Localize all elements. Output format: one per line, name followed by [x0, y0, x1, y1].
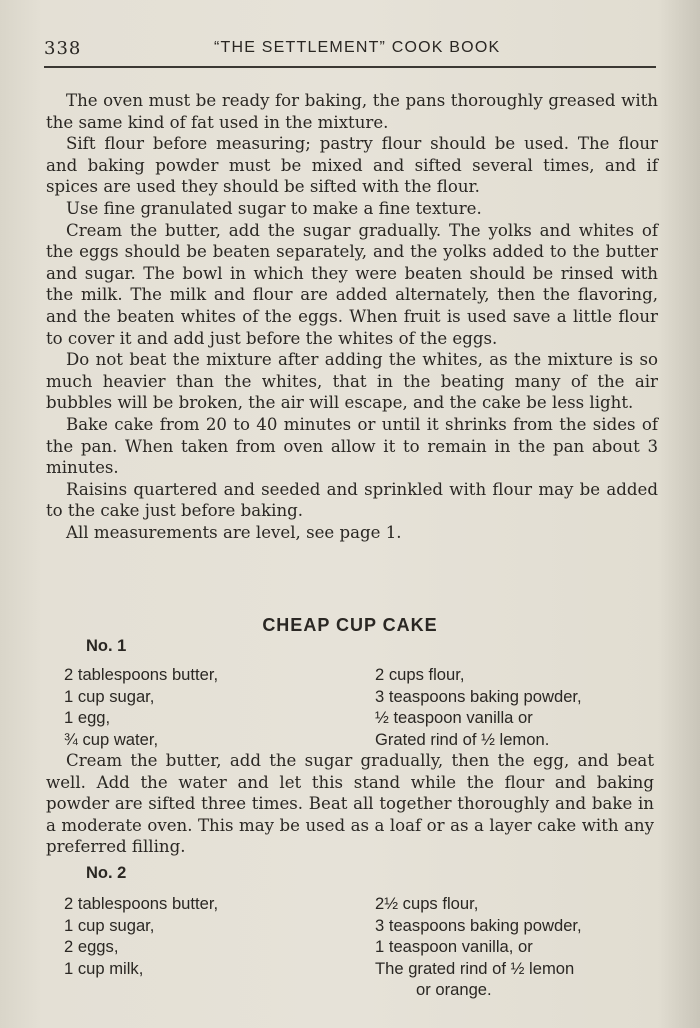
ingredient: 1 cup sugar, [64, 686, 155, 706]
recipe-title: CHEAP CUP CAKE [262, 615, 438, 635]
ingredient-list-no2 [64, 893, 664, 1001]
ingredient-row [64, 664, 664, 686]
ingredient: 1 teaspoon vanilla, or [375, 937, 533, 956]
ingredient-row [64, 958, 664, 980]
paragraph: Use fine granulated sugar to make a fine texture. [66, 198, 482, 218]
ingredient: 3 teaspoons baking powder, [375, 915, 582, 935]
ingredient: 1 cup sugar, [64, 915, 155, 935]
paragraph: The oven must be ready for baking, the pans thoroughly greased with the same kind of fat used in the mixture. [46, 91, 658, 132]
ingredient-row [64, 979, 664, 1001]
ingredient-row [64, 915, 664, 937]
recipe-variant-label: No. 2 [86, 864, 127, 882]
ingredient: 2½ cups flour, [375, 894, 479, 913]
ingredient-row [64, 707, 664, 729]
ingredient: The grated rind of ½ lemon [375, 958, 575, 978]
ingredient: 1 egg, [64, 708, 111, 727]
ingredient: ½ teaspoon vanilla or [375, 708, 533, 727]
ingredient: 3 teaspoons baking powder, [375, 686, 582, 706]
method-text: Cream the butter, add the sugar gradually, then the egg, and beat well. Add the water and let this stand while the flour and baking powder are sifted three times. Beat all together thoroughly and bake in a moderate oven. This may be used as a loaf or as a layer cake with any preferred filling. [46, 751, 654, 857]
page-number: 338 [44, 38, 82, 59]
ingredient-list-no1 [64, 664, 664, 750]
paragraph: Bake cake from 20 to 40 minutes or until it shrinks from the sides of the pan. When taken from oven allow it to remain in the pan about 3 minutes. [46, 414, 658, 478]
ingredient-row [64, 686, 664, 708]
ingredient: 2 tablespoons butter, [64, 894, 219, 913]
ingredient: Grated rind of ½ lemon. [375, 729, 550, 749]
paragraph: Cream the butter, add the sugar gradually. The yolks and whites of the eggs should be beaten separately, and the yolks added to the butter and sugar. The bowl in which they were beaten should be rinsed with the milk. The milk and flour are added alternately, then the flavoring, and the beaten whites of the eggs. When fruit is used save a little flour to cover it and add just before the whites of the eggs. [46, 220, 658, 348]
ingredient-row [64, 936, 664, 958]
intro-text [46, 90, 658, 543]
header-rule [44, 66, 656, 68]
recipe-variant-label: No. 1 [86, 637, 127, 655]
ingredient-row [64, 729, 664, 751]
page-header [44, 38, 656, 66]
paragraph: Raisins quartered and seeded and sprinkled with flour may be added to the cake just before baking. [46, 479, 658, 521]
running-head: “THE SETTLEMENT” COOK BOOK [214, 39, 501, 56]
ingredient: 2 tablespoons butter, [64, 665, 219, 684]
ingredient-row [64, 893, 664, 915]
method-no1 [46, 750, 654, 858]
ingredient: 2 cups flour, [375, 665, 465, 684]
ingredient-continuation: or orange. [416, 980, 492, 999]
paragraph: Do not beat the mixture after adding the whites, as the mixture is so much heavier than the whites, that in the beating many of the air bubbles will be broken, the air will escape, and the cake be less light. [46, 350, 658, 413]
paragraph: All measurements are level, see page 1. [66, 522, 402, 542]
ingredient: ¾ cup water, [64, 729, 159, 749]
ingredient: 1 cup milk, [64, 958, 144, 978]
paragraph: Sift flour before measuring; pastry flour should be used. The flour and baking powder must be mixed and sifted several times, and if spices are used they should be sifted with the flour. [46, 134, 658, 197]
ingredient: 2 eggs, [64, 937, 119, 956]
